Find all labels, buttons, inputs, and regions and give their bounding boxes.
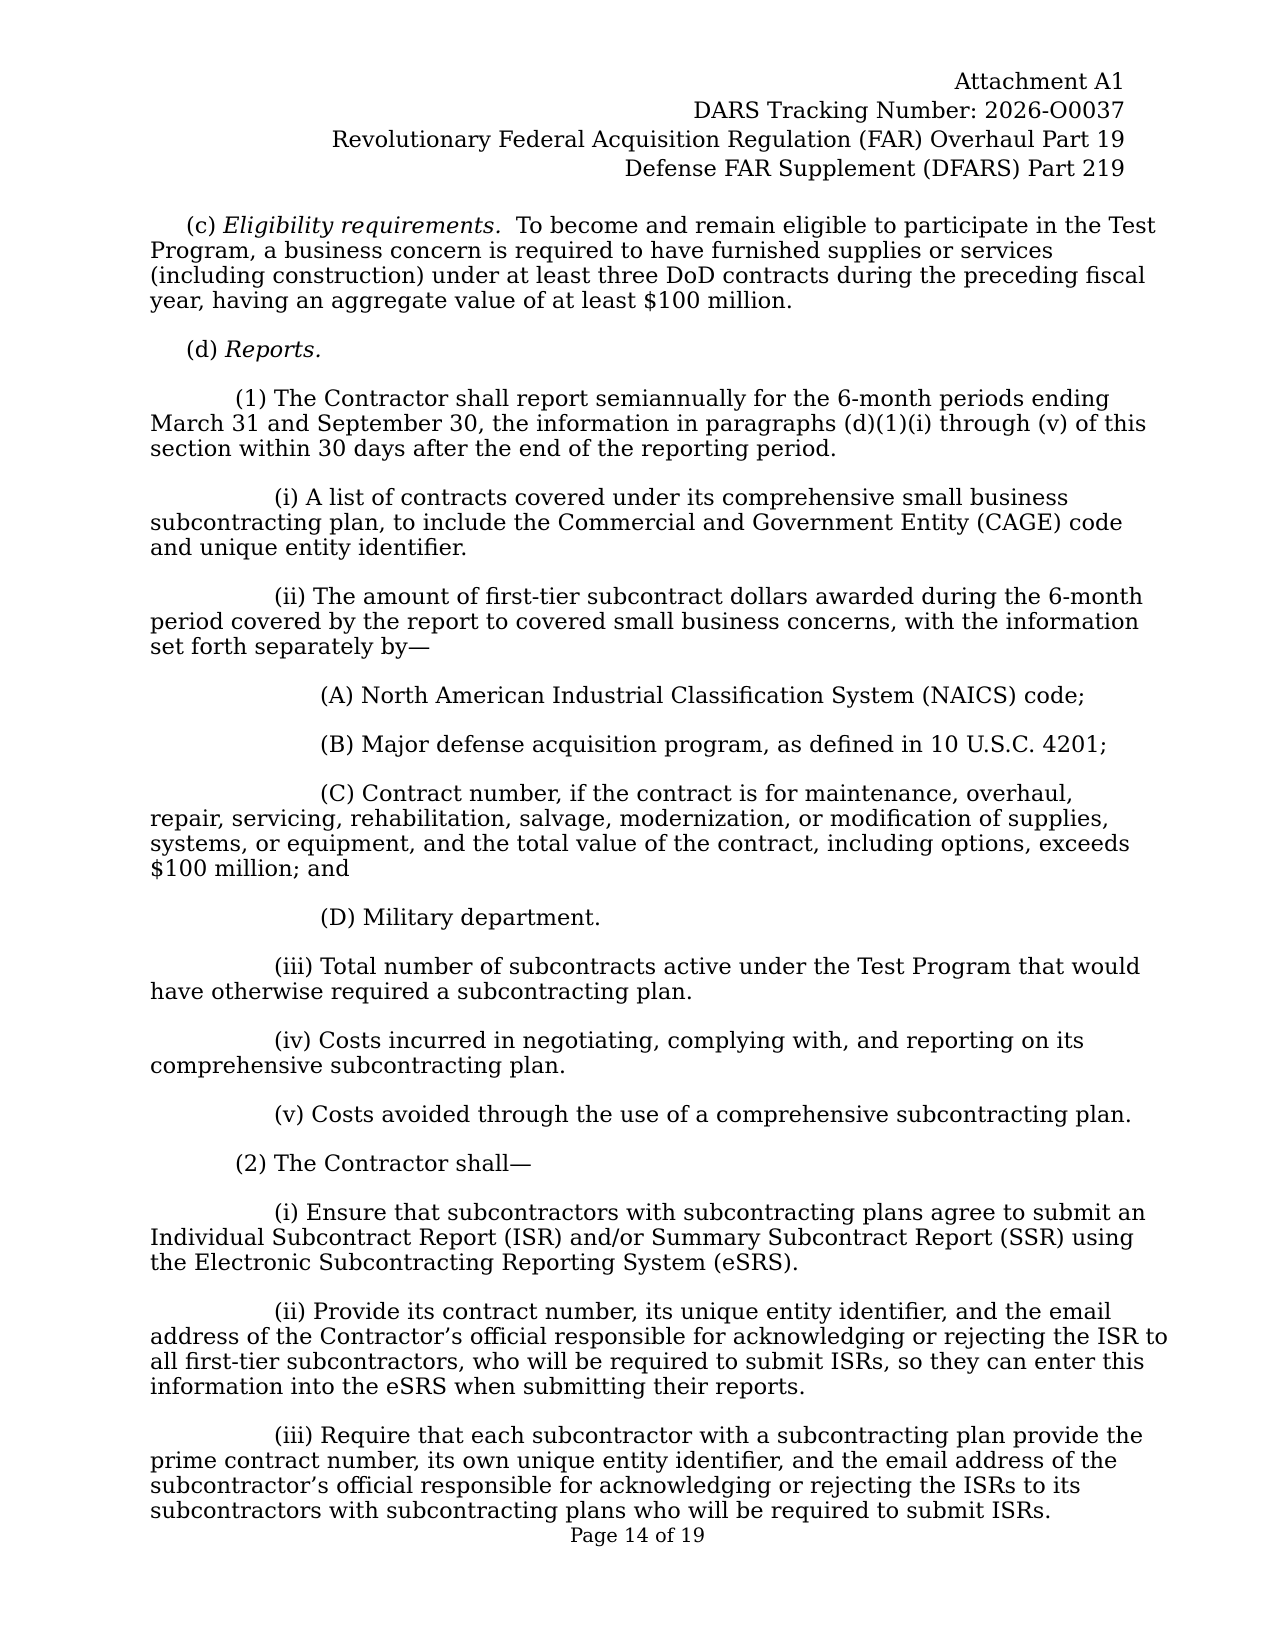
paragraph-line: set forth separately by— (150, 634, 431, 660)
paragraph-label: (c) (186, 213, 217, 239)
paragraph-line: Program, a business concern is required to have furnished supplies or services (150, 238, 1054, 264)
paragraph-line: $100 million; and (150, 856, 350, 882)
paragraph-line: Require that each subcontractor with a subcontracting plan provide the (320, 1423, 1144, 1449)
paragraph-line: subcontractor’s official responsible for acknowledging or rejecting the ISRs to its (150, 1473, 1081, 1499)
paragraph-line: March 31 and September 30, the information in paragraphs (d)(1)(i) through (v) of this (150, 411, 1147, 437)
paragraph-line: section within 30 days after the end of the reporting period. (150, 436, 837, 462)
paragraph-line: all first-tier subcontractors, who will be required to submit ISRs, so they can enter this (150, 1349, 1145, 1375)
paragraph-line: The Contractor shall report semiannually for the 6-month periods ending (273, 386, 1110, 412)
paragraph-label: (iii) (274, 954, 314, 980)
far-part-title: Revolutionary Federal Acquisition Regulation (FAR) Overhaul Part 19 (331, 127, 1125, 153)
paragraph-line: Costs avoided through the use of a comprehensive subcontracting plan. (311, 1102, 1132, 1128)
paragraph-d-2-i (150, 1200, 1146, 1276)
paragraph-line: Total number of subcontracts active under the Test Program that would (320, 954, 1141, 980)
paragraph-d-1 (150, 386, 1147, 462)
paragraph-line: year, having an aggregate value of at least $100 million. (150, 288, 793, 314)
paragraph-d-1-ii (150, 584, 1143, 660)
paragraph-heading: Eligibility requirements. (223, 213, 502, 239)
paragraph-line: The amount of first-tier subcontract dollars awarded during the 6-month (312, 584, 1143, 610)
paragraph-d-2-iii (150, 1423, 1144, 1524)
paragraph-label: (D) (320, 905, 356, 931)
paragraph-line: and unique entity identifier. (150, 535, 468, 561)
paragraph-line: Military department. (362, 905, 601, 931)
paragraph-line: Contract number, if the contract is for maintenance, overhaul, (361, 781, 1074, 807)
paragraph-line: Major defense acquisition program, as defined in 10 U.S.C. 4201; (361, 732, 1108, 758)
paragraph-line: subcontracting plan, to include the Commercial and Government Entity (CAGE) code (150, 510, 1123, 536)
paragraph-d-1-ii-d (150, 906, 1125, 931)
paragraph-line: Provide its contract number, its unique entity identifier, and the email (312, 1299, 1112, 1325)
paragraph-d-1-i (150, 486, 1125, 561)
paragraph-line: North American Industrial Classification System (NAICS) code; (360, 683, 1086, 709)
paragraph-line: comprehensive subcontracting plan. (150, 1053, 567, 1079)
paragraph-label: (d) (186, 337, 218, 363)
paragraph-line: Ensure that subcontractors with subcontracting plans agree to submit an (305, 1200, 1146, 1226)
paragraph-label: (2) (235, 1151, 267, 1177)
paragraph-line: prime contract number, its own unique entity identifier, and the email address of the (150, 1448, 1118, 1474)
paragraph-line: period covered by the report to covered small business concerns, with the information (150, 609, 1140, 635)
paragraph-d-1-iv (150, 1029, 1125, 1079)
paragraph-label: (1) (235, 386, 267, 412)
tracking-number: DARS Tracking Number: 2026-O0037 (693, 98, 1125, 124)
paragraph-line: A list of contracts covered under its comprehensive small business (305, 485, 1069, 511)
paragraph-label: (ii) (274, 1299, 306, 1325)
document-body (150, 213, 1168, 1548)
paragraph-d-1-v (150, 1102, 1132, 1128)
paragraph-line: address of the Contractor’s official responsible for acknowledging or rejecting the ISR to (150, 1324, 1168, 1350)
paragraph-line: To become and remain eligible to participate in the Test (515, 213, 1156, 239)
paragraph-d-1-ii-a (150, 684, 1125, 709)
paragraph-d-2 (150, 1152, 1125, 1177)
page-number: Page 14 of 19 (569, 1524, 706, 1547)
paragraph-d (150, 338, 1125, 363)
paragraph-line: The Contractor shall— (273, 1151, 532, 1177)
dfars-part-title: Defense FAR Supplement (DFARS) Part 219 (624, 156, 1125, 182)
paragraph-line: repair, servicing, rehabilitation, salvage, modernization, or modification of supplies, (150, 806, 1110, 832)
paragraph-line: subcontractors with subcontracting plans who will be required to submit ISRs. (150, 1498, 1052, 1524)
paragraph-d-1-ii-b (150, 733, 1125, 758)
paragraph-label: (iii) (274, 1423, 314, 1449)
paragraph-d-1-iii (150, 954, 1141, 1005)
paragraph-label: (A) (320, 683, 354, 709)
paragraph-label: (v) (274, 1102, 305, 1128)
paragraph-line: (including construction) under at least three DoD contracts during the preceding fiscal (150, 263, 1146, 289)
attachment-label: Attachment A1 (954, 69, 1125, 95)
paragraph-label: (i) (274, 1200, 299, 1226)
paragraph-c (150, 213, 1156, 314)
paragraph-label: (B) (320, 732, 355, 758)
paragraph-line: Costs incurred in negotiating, complying with, and reporting on its (318, 1028, 1085, 1054)
paragraph-d-2-ii (150, 1299, 1168, 1400)
paragraph-line: the Electronic Subcontracting Reporting System (eSRS). (150, 1250, 799, 1276)
paragraph-line: systems, or equipment, and the total value of the contract, including options, exceeds (150, 831, 1130, 857)
paragraph-d-1-ii-c (150, 781, 1130, 882)
document-header (332, 68, 1125, 184)
paragraph-label: (C) (320, 781, 355, 807)
paragraph-line: have otherwise required a subcontracting plan. (150, 979, 693, 1005)
paragraph-line: Individual Subcontract Report (ISR) and/or Summary Subcontract Report (SSR) using (150, 1225, 1134, 1251)
paragraph-label: (ii) (274, 584, 306, 610)
paragraph-line: information into the eSRS when submitting their reports. (150, 1374, 806, 1400)
paragraph-label: (iv) (274, 1028, 312, 1054)
paragraph-heading: Reports. (224, 337, 322, 363)
paragraph-label: (i) (274, 485, 299, 511)
